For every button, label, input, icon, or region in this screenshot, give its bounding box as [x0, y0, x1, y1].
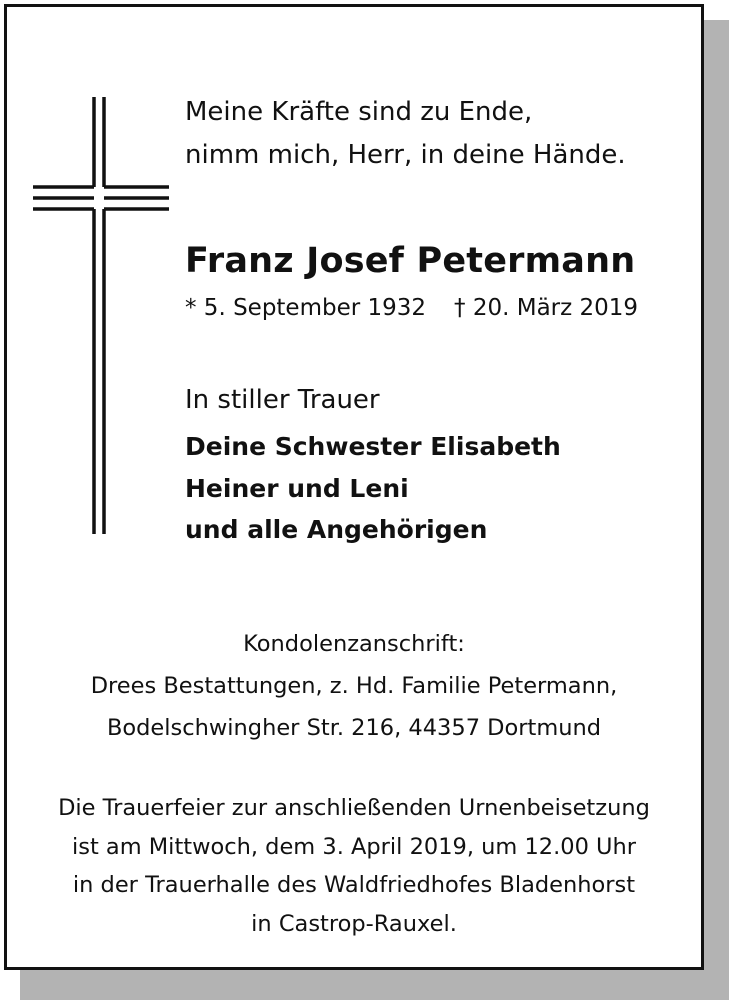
cross-icon [31, 92, 173, 542]
funeral-line: in der Trauerhalle des Waldfriedhofes Bladenhorst [72, 872, 636, 898]
mourner: Heiner und Leni [185, 473, 409, 503]
obituary-card [4, 4, 704, 970]
mourners-list [185, 426, 561, 551]
verse [185, 91, 626, 177]
funeral-line: Die Trauerfeier zur anschließenden Urnenbeisetzung [58, 795, 650, 821]
mourner: Deine Schwester Elisabeth [185, 432, 561, 461]
mourner: und alle Angehörigen [185, 515, 488, 544]
condolence-address [7, 623, 701, 749]
condolence-line: Bodelschwingher Str. 216, 44357 Dortmund [106, 715, 602, 741]
funeral-line: in Castrop-Rauxel. [251, 910, 457, 937]
condolence-label: Kondolenzanschrift: [243, 631, 465, 657]
funeral-line: ist am Mittwoch, dem 3. April 2019, um 12.00 Uhr [71, 833, 637, 860]
death-date: † 20. März 2019 [454, 295, 639, 321]
life-dates [185, 290, 638, 326]
deceased-name: Franz Josef Petermann [185, 241, 636, 281]
verse-line: nimm mich, Herr, in deine Hände. [185, 140, 626, 170]
verse-line: Meine Kräfte sind zu Ende, [185, 97, 533, 127]
condolence-line: Drees Bestattungen, z. Hd. Familie Petermann, [90, 673, 618, 699]
funeral-notice [7, 789, 701, 943]
birth-date: * 5. September 1932 [185, 295, 427, 321]
mourning-intro: In stiller Trauer [185, 385, 380, 415]
